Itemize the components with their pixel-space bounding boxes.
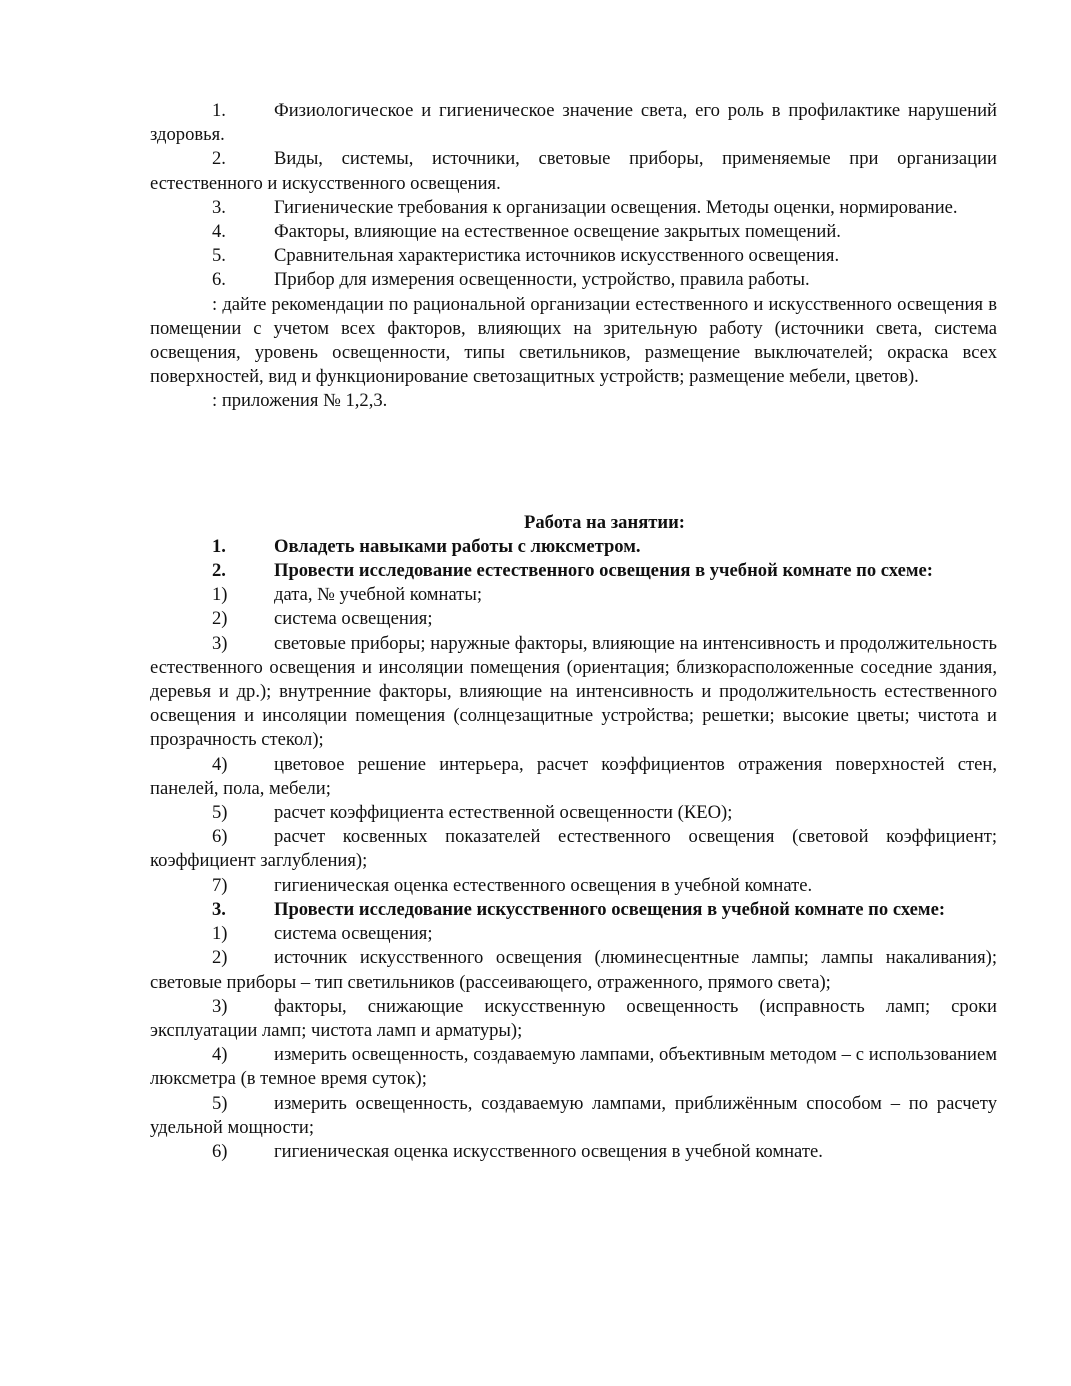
work-subitem <box>150 1140 997 1164</box>
spacer <box>150 414 997 511</box>
question-item <box>150 220 997 244</box>
question-item-text: Виды, системы, источники, световые приборы, применяемые при организации естественного и искусственного освещения. <box>150 148 997 194</box>
work-subitem-text: измерить освещенность, создаваемую лампами, приближённым способом – по расчету удельной мощности; <box>150 1092 997 1138</box>
work-item <box>150 535 997 559</box>
work-subitem-text: система освещения; <box>274 608 433 630</box>
work-item-number: 2. <box>212 560 226 582</box>
work-subitem <box>150 1092 997 1140</box>
work-subitem-number: 4) <box>212 1044 228 1066</box>
question-item-number: 5. <box>212 245 226 267</box>
work-subitem <box>150 825 997 873</box>
work-subitem <box>150 946 997 994</box>
question-item <box>150 268 997 292</box>
work-subitem-number: 6) <box>212 1140 228 1162</box>
work-item-number: 1. <box>212 535 226 557</box>
work-subitem-text: система освещения; <box>274 923 433 945</box>
question-item <box>150 99 997 147</box>
work-title: Работа на занятии: <box>523 511 685 533</box>
work-subitem-number: 4) <box>212 753 228 775</box>
work-subitem <box>150 632 997 753</box>
work-subitem-number: 2) <box>212 608 228 630</box>
work-item <box>150 898 997 922</box>
work-subitem-number: 3) <box>212 632 228 654</box>
work-subitem-text: цветовое решение интерьера, расчет коэффициентов отражения поверхностей стен, панелей, пола, мебели; <box>150 753 997 799</box>
question-item-number: 2. <box>212 148 226 170</box>
question-item-number: 1. <box>212 100 226 121</box>
work-subitem-number: 6) <box>212 826 228 848</box>
work-item-text: Провести исследование естественного освещения в учебной комнате по схеме: <box>274 560 933 582</box>
work-subitem <box>150 1043 997 1091</box>
work-subitem <box>150 801 997 825</box>
work-subitem-text: измерить освещенность, создаваемую лампами, объективным методом – с использованием люксметра (в темное время суток); <box>150 1044 997 1090</box>
appendix-paragraph: : приложения № 1,2,3. <box>212 390 388 412</box>
work-subitem-text: расчет косвенных показателей естественного освещения (световой коэффициент; коэффициент заглубления); <box>150 826 997 872</box>
work-item-text: Овладеть навыками работы с люксметром. <box>274 535 641 557</box>
work-subitem-number: 1) <box>212 584 228 606</box>
question-item-text: Факторы, влияющие на естественное освещение закрытых помещений. <box>274 221 841 243</box>
work-subitem <box>150 583 997 607</box>
work-item-text: Провести исследование искусственного освещения в учебной комнате по схеме: <box>274 898 946 920</box>
document-page <box>150 99 997 1164</box>
work-subitem <box>150 874 997 898</box>
task-paragraph: : дайте рекомендации по рациональной организации естественного и искусственного освещения в помещении с учетом всех факторов, влияющих на зрительную работу (источники света, система освещения, уровень освещенности, типы светильников, размещение выключателей; окраска всех поверхностей, вид и функционирование светозащитных устройств; размещение мебели, цветов). <box>150 293 997 388</box>
question-item <box>150 147 997 195</box>
work-subitem-text: световые приборы; наружные факторы, влияющие на интенсивность и продолжительность естественного освещения и инсоляции помещения (ориентация; близкорасположенные соседние здания, деревья и др.); внутренние факторы, влияющие на интенсивность и продолжительность естественного освещения и инсоляции помещения (солнцезащитные устройства; решетки; высокие цветы; чистота и прозрачность стекол); <box>150 632 997 751</box>
work-subitem-text: расчет коэффициента естественной освещенности (КЕО); <box>274 802 733 824</box>
work-subitem <box>150 753 997 801</box>
question-item-text: Гигиенические требования к организации освещения. Методы оценки, нормирование. <box>274 196 958 218</box>
work-subitem <box>150 995 997 1043</box>
work-subitem-number: 1) <box>212 923 228 945</box>
work-subitem-text: источник искусственного освещения (люминесцентные лампы; лампы накаливания); световые приборы – тип светильников (рассеивающего, отраженного, прямого света); <box>150 947 997 993</box>
work-subitem-number: 7) <box>212 874 228 896</box>
work-subitem-number: 3) <box>212 995 228 1017</box>
question-item-number: 6. <box>212 269 226 291</box>
work-subitem-number: 2) <box>212 947 228 969</box>
work-subitem-text: гигиеническая оценка естественного освещения в учебной комнате. <box>274 874 813 896</box>
question-item-text: Прибор для измерения освещенности, устройство, правила работы. <box>274 269 810 291</box>
question-item-number: 4. <box>212 221 226 243</box>
work-list <box>150 535 997 1164</box>
questions-list <box>150 99 997 293</box>
question-item <box>150 244 997 268</box>
question-item <box>150 196 997 220</box>
question-item-text: Сравнительная характеристика источников искусственного освещения. <box>274 245 840 267</box>
work-subitem-text: гигиеническая оценка искусственного освещения в учебной комнате. <box>274 1140 823 1162</box>
work-item-number: 3. <box>212 898 226 920</box>
work-subitem <box>150 922 997 946</box>
work-subitem <box>150 607 997 631</box>
work-subitem-text: дата, № учебной комнаты; <box>274 584 483 606</box>
work-subitem-number: 5) <box>212 802 228 824</box>
work-item <box>150 559 997 583</box>
question-item-text: Физиологическое и гигиеническое значение света, его роль в профилактике нарушений здоровья. <box>150 100 997 146</box>
work-subitem-text: факторы, снижающие искусственную освещенность (исправность ламп; сроки эксплуатации ламп; чистота ламп и арматуры); <box>150 995 997 1041</box>
question-item-number: 3. <box>212 196 226 218</box>
work-subitem-number: 5) <box>212 1092 228 1114</box>
